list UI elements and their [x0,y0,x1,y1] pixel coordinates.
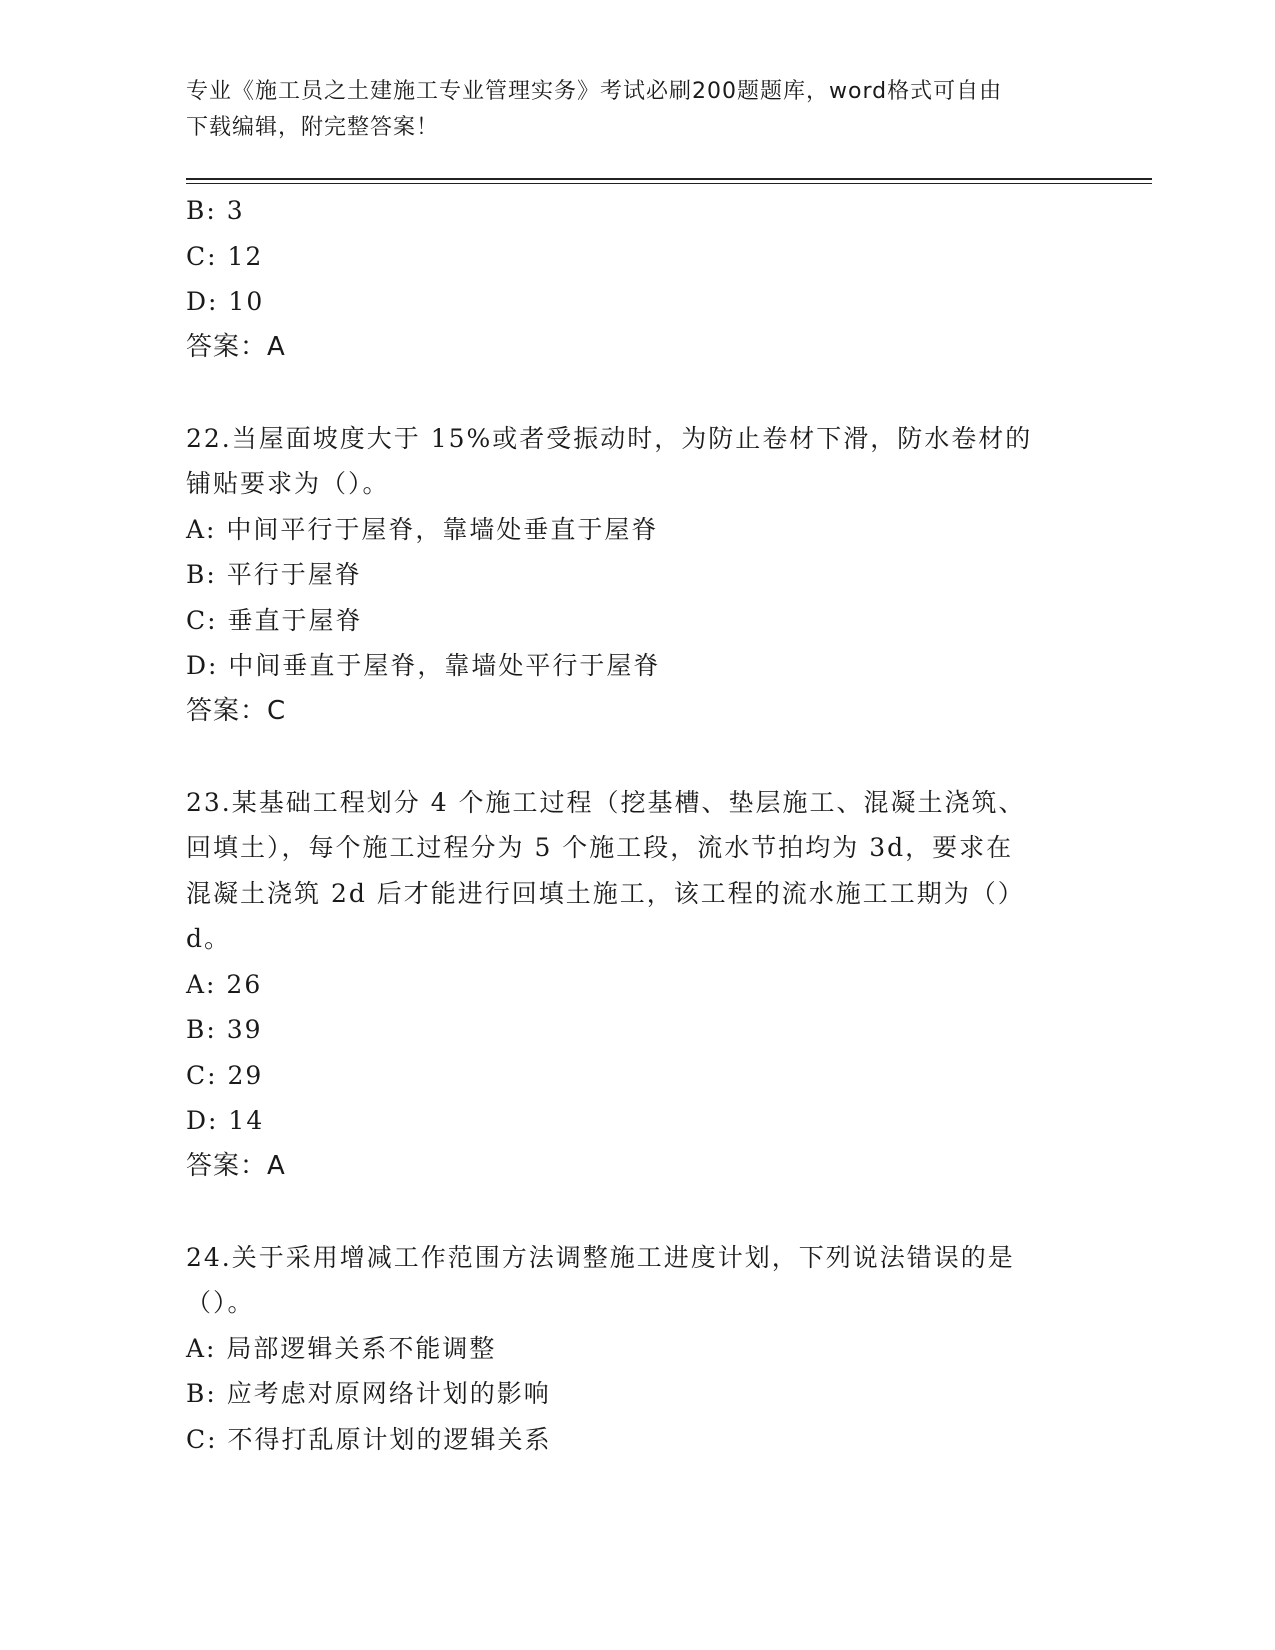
question-24 [186,1235,1086,1463]
document-header [186,74,1066,146]
option-b: B: 3 [186,196,245,225]
header-line-1: 专业《施工员之土建施工专业管理实务》考试必刷200题题库，word格式可自由 [186,79,1003,104]
option-a: A: 中间平行于屋脊，靠墙处垂直于屋脊 [186,514,659,544]
header-line-2: 下载编辑，附完整答案！ [186,115,440,140]
answer-line: 答案：A [186,331,286,362]
option-d: D: 14 [186,1106,265,1135]
question-stem-line: 23.某基础工程划分 4 个施工过程（挖基槽、垫层施工、混凝土浇筑、 [186,787,1026,817]
question-list [186,188,1086,1462]
answer-line: 答案：A [186,1150,286,1181]
option-c: C: 不得打乱原计划的逻辑关系 [186,1424,552,1454]
spacer [186,734,1086,780]
question-22 [186,416,1086,735]
option-b: B: 应考虑对原网络计划的影响 [186,1379,551,1408]
question-21-tail [186,188,1086,370]
option-c: C: 12 [186,241,264,271]
option-d: D: 10 [186,287,265,316]
option-a: A: 局部逻辑关系不能调整 [186,1333,497,1363]
option-b: B: 39 [186,1015,263,1044]
option-c: C: 29 [186,1060,264,1090]
header-divider-thick [186,178,1152,180]
option-d: D: 中间垂直于屋脊，靠墙处平行于屋脊 [186,651,661,680]
question-23 [186,780,1086,1190]
spacer [186,370,1086,416]
answer-line: 答案：C [186,695,287,726]
header-divider-thin [186,183,1152,184]
question-stem-line: 回填土），每个施工过程分为 5 个施工段，流水节拍均为 3d，要求在 [186,833,1014,862]
question-stem-line: 24.关于采用增减工作范围方法调整施工进度计划，下列说法错误的是 [186,1242,1015,1272]
option-a: A: 26 [186,969,263,999]
question-stem-line: 混凝土浇筑 2d 后才能进行回填土施工，该工程的流水施工工期为（） [186,878,1025,908]
question-stem-line: 22.当屋面坡度大于 15%或者受振动时，为防止卷材下滑，防水卷材的 [186,423,1033,453]
question-stem-line: d。 [186,924,232,953]
spacer [186,1189,1086,1235]
question-stem-line: （）。 [186,1288,255,1317]
option-c: C: 垂直于屋脊 [186,605,363,635]
option-b: B: 平行于屋脊 [186,560,362,589]
question-stem-line: 铺贴要求为（）。 [186,469,390,498]
